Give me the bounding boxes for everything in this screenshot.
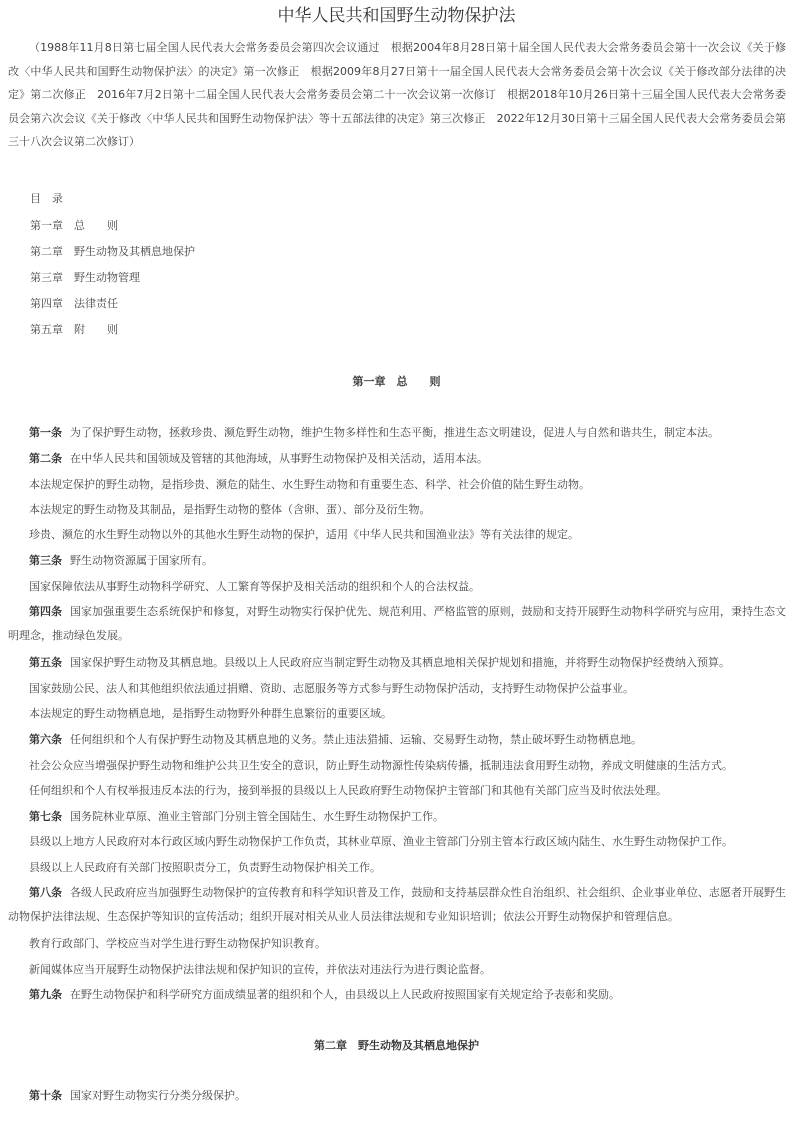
article-text: 国家鼓励公民、法人和其他组织依法通过捐赠、资助、志愿服务等方式参与野生动物保护活动，支持野生动物保护公益事业。 — [29, 682, 634, 695]
article-text: 国家加强重要生态系统保护和修复，对野生动物实行保护优先、规范利用、严格监管的原则，鼓励和支持开展野生动物科学研究与应用，秉持生态文明理念，推动绿色发展。 — [8, 605, 786, 642]
article-number: 第九条 — [29, 988, 62, 1001]
article-text: 教育行政部门、学校应当对学生进行野生动物保护知识教育。 — [29, 937, 326, 950]
article-paragraph — [8, 549, 786, 573]
article-paragraph — [8, 958, 786, 982]
toc-heading: 目 录 — [30, 192, 63, 205]
article-paragraph — [8, 651, 786, 675]
chapter-heading-1: 第一章 总 则 — [352, 375, 441, 388]
article-text: 社会公众应当增强保护野生动物和维护公共卫生安全的意识，防止野生动物源性传染病传播，抵制违法食用野生动物，养成文明健康的生活方式。 — [29, 759, 733, 772]
article-number: 第八条 — [29, 886, 63, 899]
article-text: 本法规定的野生动物栖息地，是指野生动物野外种群生息繁衍的重要区域。 — [29, 707, 392, 720]
toc-item-chapter-3[interactable]: 第三章 野生动物管理 — [30, 271, 140, 284]
toc-item-chapter-4[interactable]: 第四章 法律责任 — [30, 297, 118, 310]
article-number: 第五条 — [29, 656, 62, 669]
article-text: 为了保护野生动物，拯救珍贵、濒危野生动物，维护生物多样性和生态平衡，推进生态文明建设，促进人与自然和谐共生，制定本法。 — [70, 426, 719, 439]
article-text: 在中华人民共和国领域及管辖的其他海域，从事野生动物保护及相关活动，适用本法。 — [70, 452, 488, 465]
article-paragraph — [8, 805, 786, 829]
article-paragraph — [8, 728, 786, 752]
article-text: 任何组织和个人有保护野生动物及其栖息地的义务。禁止违法猎捕、运输、交易野生动物，禁止破坏野生动物栖息地。 — [70, 733, 642, 746]
article-number: 第七条 — [29, 810, 62, 823]
article-text: 各级人民政府应当加强野生动物保护的宣传教育和科学知识普及工作，鼓励和支持基层群众性自治组织、社会组织、企业事业单位、志愿者开展野生动物保护法律法规、生态保护等知识的宣传活动；组织开展对相关从业人员法律法规和专业知识培训；依法公开野生动物保护和管理信息。 — [8, 886, 786, 923]
article-text: 珍贵、濒危的水生野生动物以外的其他水生野生动物的保护，适用《中华人民共和国渔业法》等有关法律的规定。 — [29, 528, 579, 541]
article-text: 国务院林业草原、渔业主管部门分别主管全国陆生、水生野生动物保护工作。 — [70, 810, 444, 823]
article-number: 第三条 — [29, 554, 62, 567]
article-paragraph — [8, 754, 786, 778]
article-paragraph — [8, 779, 786, 803]
toc-item-chapter-5[interactable]: 第五章 附 则 — [30, 323, 118, 336]
article-paragraph — [8, 702, 786, 726]
article-number: 第四条 — [29, 605, 63, 618]
article-text: 县级以上人民政府有关部门按照职责分工，负责野生动物保护相关工作。 — [29, 861, 381, 874]
article-paragraph — [8, 421, 786, 445]
page-title: 中华人民共和国野生动物保护法 — [277, 6, 516, 26]
article-paragraph — [8, 473, 786, 497]
article-paragraph — [8, 677, 786, 701]
article-paragraph — [8, 932, 786, 956]
article-text: 在野生动物保护和科学研究方面成绩显著的组织和个人，由县级以上人民政府按照国家有关规定给予表彰和奖励。 — [70, 988, 620, 1001]
article-text: 新闻媒体应当开展野生动物保护法律法规和保护知识的宣传，并依法对违法行为进行舆论监督。 — [29, 963, 491, 976]
toc-item-chapter-1[interactable]: 第一章 总 则 — [30, 219, 118, 232]
article-text: 本法规定保护的野生动物，是指珍贵、濒危的陆生、水生野生动物和有重要生态、科学、社会价值的陆生野生动物。 — [29, 478, 590, 491]
article-text: 国家保护野生动物及其栖息地。县级以上人民政府应当制定野生动物及其栖息地相关保护规划和措施，并将野生动物保护经费纳入预算。 — [70, 656, 730, 669]
article-paragraph — [8, 523, 786, 547]
article-number: 第十条 — [29, 1089, 62, 1102]
chapter-heading-2: 第二章 野生动物及其栖息地保护 — [314, 1039, 479, 1052]
article-paragraph — [8, 856, 786, 880]
legislative-history: （1988年11月8日第七届全国人民代表大会常务委员会第四次会议通过 根据2004年8月28日第十届全国人民代表大会常务委员会第十一次会议《关于修改〈中华人民共和国野生动物保护法〉的决定》第一次修正 根据2009年8月27日第十一届全国人民代表大会常务委员会第十次会议《关于修改部分法律的决定》第二次修正 2016年7月2日第十二届全国人民代表大会常务委员会第二十一次会议第一次修订 根据2018年10月26日第十三届全国人民代表大会常务委员会第六次会议《关于修改〈中华人民共和国野生动物保护法〉等十五部法律的决定》第三次修正 2022年12月30日第十三届全国人民代表大会常务委员会第三十八次会议第二次修订） — [8, 41, 786, 148]
article-paragraph — [8, 447, 786, 471]
article-text: 国家保障依法从事野生动物科学研究、人工繁育等保护及相关活动的组织和个人的合法权益。 — [29, 580, 480, 593]
article-paragraph — [8, 983, 786, 1007]
article-paragraph — [8, 498, 786, 522]
article-paragraph — [8, 575, 786, 599]
article-number: 第一条 — [29, 426, 62, 439]
article-paragraph — [8, 881, 786, 928]
article-number: 第二条 — [29, 452, 62, 465]
toc-item-chapter-2[interactable]: 第二章 野生动物及其栖息地保护 — [30, 245, 195, 258]
article-number: 第六条 — [29, 733, 62, 746]
article-text: 野生动物资源属于国家所有。 — [70, 554, 213, 567]
article-paragraph — [8, 830, 786, 854]
article-text: 任何组织和个人有权举报违反本法的行为，接到举报的县级以上人民政府野生动物保护主管部门和其他有关部门应当及时依法处理。 — [29, 784, 667, 797]
article-text: 国家对野生动物实行分类分级保护。 — [70, 1089, 246, 1102]
article-paragraph — [8, 1084, 786, 1108]
article-text: 县级以上地方人民政府对本行政区域内野生动物保护工作负责，其林业草原、渔业主管部门分别主管本行政区域内陆生、水生野生动物保护工作。 — [29, 835, 733, 848]
article-text: 本法规定的野生动物及其制品，是指野生动物的整体（含卵、蛋）、部分及衍生物。 — [29, 503, 431, 516]
article-paragraph — [8, 600, 786, 647]
